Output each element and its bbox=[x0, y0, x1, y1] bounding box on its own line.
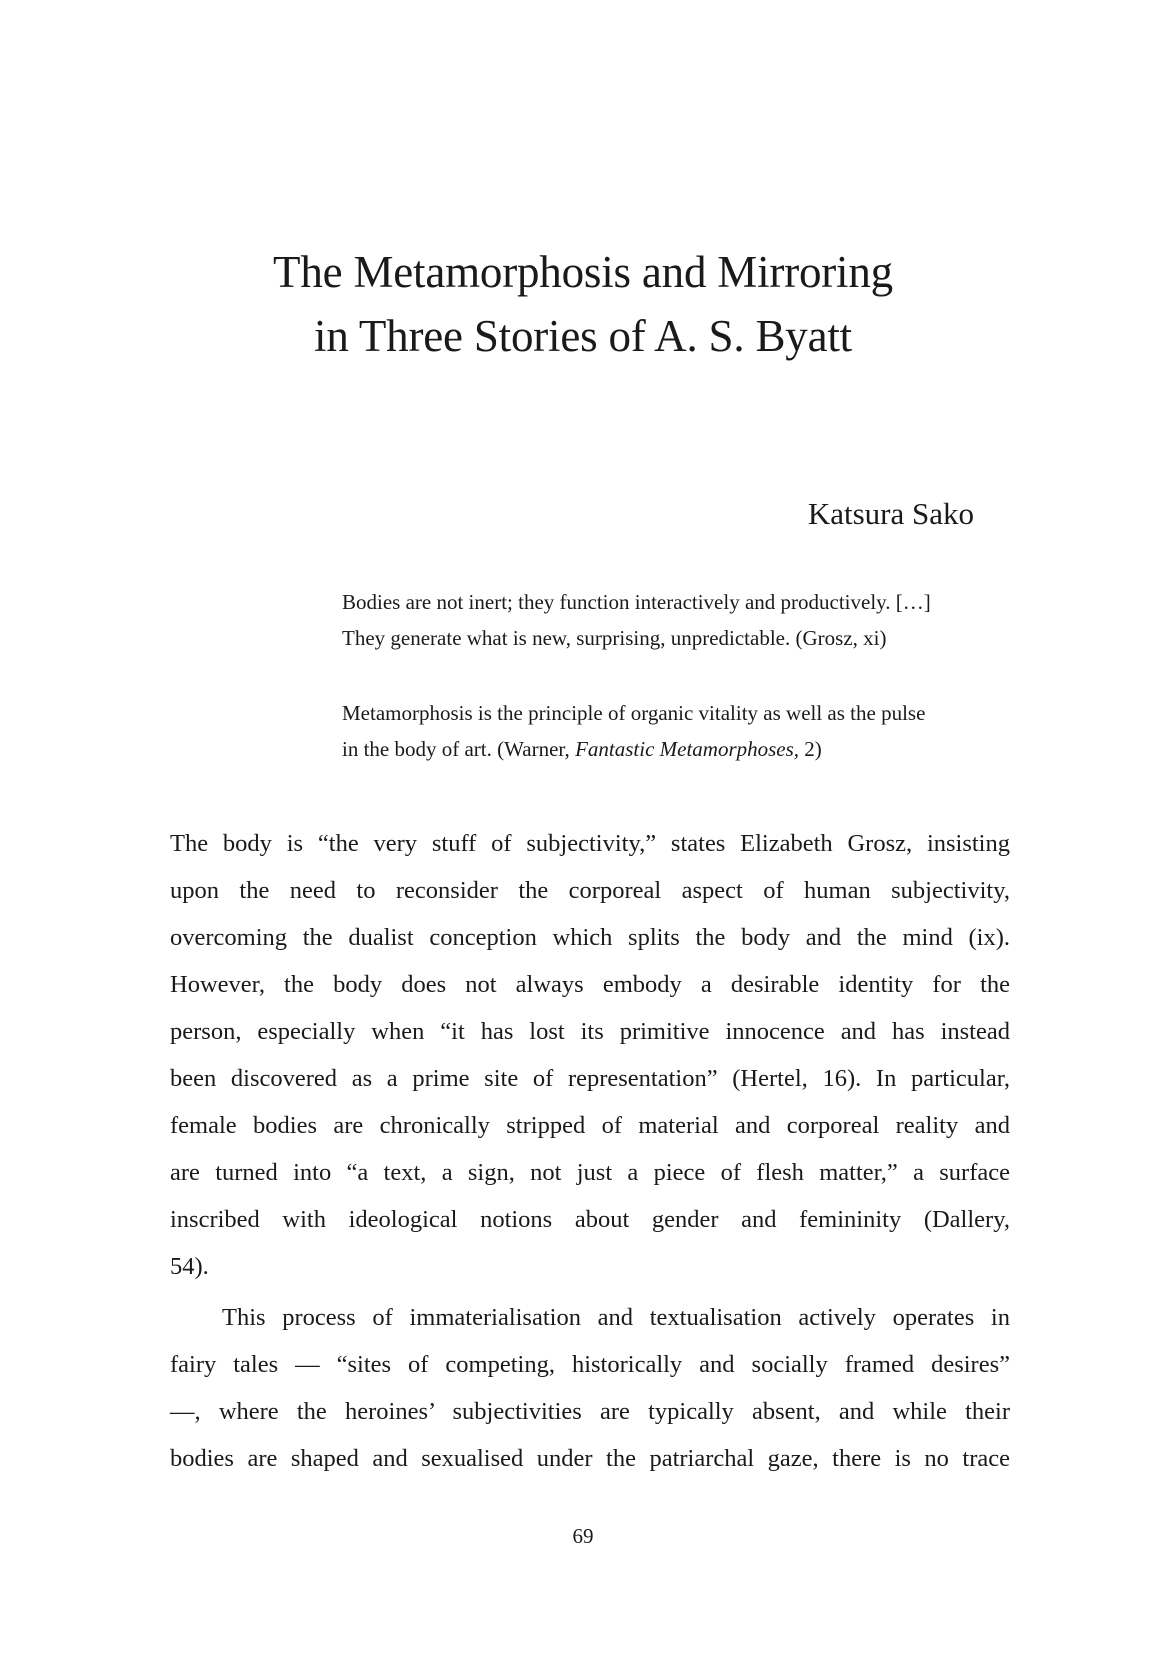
text-line: fairy tales — “sites of competing, historically and socially framed desires” bbox=[170, 1351, 1010, 1378]
epigraph-line: Bodies are not inert; they function interactively and productively. […] bbox=[342, 590, 931, 614]
epigraph-line: Metamorphosis is the principle of organic vitality as well as the pulse bbox=[342, 701, 926, 725]
epigraph-warner bbox=[342, 695, 1010, 767]
epigraph-line bbox=[342, 731, 1010, 767]
text-line: are turned into “a text, a sign, not just a piece of flesh matter,” a surface bbox=[170, 1159, 1010, 1186]
text-line: been discovered as a prime site of representation” (Hertel, 16). In particular, bbox=[170, 1065, 1010, 1092]
text-line: 54). bbox=[170, 1253, 209, 1280]
text-line: female bodies are chronically stripped of material and corporeal reality and bbox=[170, 1112, 1010, 1139]
text-line: person, especially when “it has lost its primitive innocence and has instead bbox=[170, 1018, 1010, 1045]
epigraph-text: in the body of art. (Warner, bbox=[342, 737, 576, 761]
text-line: This process of immaterialisation and textualisation actively operates in bbox=[222, 1304, 1010, 1331]
epigraph-source-title: Fantastic Metamorphoses, bbox=[575, 737, 800, 761]
author-name: Katsura Sako bbox=[807, 496, 974, 531]
title-line-2: in Three Stories of A. S. Byatt bbox=[314, 311, 852, 361]
article-title bbox=[0, 240, 1166, 368]
epigraph-grosz bbox=[342, 584, 1010, 656]
title-line-1: The Metamorphosis and Mirroring bbox=[273, 247, 893, 297]
page-number: 69 bbox=[572, 1524, 594, 1548]
text-line: However, the body does not always embody a desirable identity for the bbox=[170, 971, 1010, 998]
body-paragraph-1 bbox=[170, 820, 1010, 1290]
body-paragraph-2 bbox=[170, 1294, 1010, 1482]
text-line: bodies are shaped and sexualised under the patriarchal gaze, there is no trace bbox=[170, 1445, 1010, 1472]
epigraph-line: They generate what is new, surprising, unpredictable. (Grosz, xi) bbox=[342, 626, 887, 650]
text-line: inscribed with ideological notions about gender and femininity (Dallery, bbox=[170, 1206, 1010, 1233]
text-line: —, where the heroines’ subjectivities are typically absent, and while their bbox=[170, 1398, 1010, 1425]
text-line: upon the need to reconsider the corporeal aspect of human subjectivity, bbox=[170, 877, 1010, 904]
text-line: The body is “the very stuff of subjectivity,” states Elizabeth Grosz, insisting bbox=[170, 830, 1010, 857]
epigraph-text: 2) bbox=[799, 737, 822, 761]
text-line: overcoming the dualist conception which splits the body and the mind (ix). bbox=[170, 924, 1010, 951]
